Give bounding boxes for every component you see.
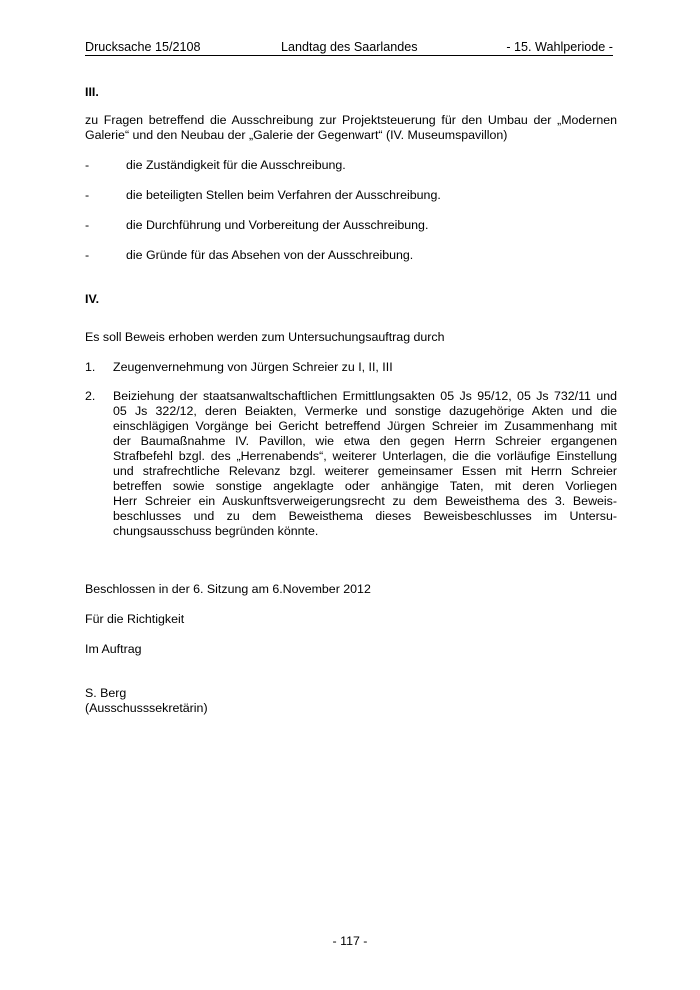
legislative-period: - 15. Wahlperiode - [506,40,613,54]
list-item [113,360,617,375]
list-item: die Gründe für das Absehen von der Ausschreibung. [126,248,414,262]
signer-role: (Ausschusssekretärin) [85,701,208,715]
list-item-line: 05 Js 322/12, deren Beiakten, Vermerke und sonstige dazugehörige Akten und die [113,404,617,418]
section-4-heading: IV. [85,292,100,306]
list-item: die Zuständigkeit für die Ausschreibung. [126,158,346,172]
list-item-line: einschlägigen Vorgänge bei Gericht betreffend Jürgen Schreier im Zusammenhang mit [113,419,617,433]
list-item-number: 2. [85,389,96,403]
signer-name: S. Berg [85,686,127,700]
list-item-line: Herr Schreier ein Auskunftsverweigerungsrecht zu dem Beweisthema des 3. Beweis- [113,494,617,508]
section-3-intro [85,113,617,143]
section-3-intro-line: zu Fragen betreffend die Ausschreibung zur Projektsteuerung für den Umbau der „Modernen [85,113,617,127]
section-3-intro-line: Galerie“ und den Neubau der „Galerie der Gegenwart“ (IV. Museumspavillon) [85,128,508,142]
list-item-line: betreffen sowie sonstige angeklagte oder anhängige Taten, mit deren Vorliegen [113,479,617,493]
correctness-statement: Für die Richtigkeit [85,612,185,626]
bullet-marker: - [85,248,90,262]
list-item-line: beschlusses und zu dem Beweisthema dieses Beweisbeschlusses im Untersu- [113,509,617,523]
section-4-intro: Es soll Beweis erhoben werden zum Untersuchungsauftrag durch [85,330,445,344]
list-item-number: 1. [85,360,96,374]
resolution-statement: Beschlossen in der 6. Sitzung am 6.November 2012 [85,582,371,596]
bullet-marker: - [85,218,90,232]
list-item-line: chungsausschuss begründen könnte. [113,524,319,538]
list-item-line: und strafrechtliche Relevanz bzgl. weiterer gemeinsamer Essen mit Herrn Schreier [113,464,617,478]
list-item-line: Zeugenvernehmung von Jürgen Schreier zu I, II, III [113,360,393,374]
list-item-line: der Baumaßnahme IV. Pavillon, wie etwa den gegen Herrn Schreier ergangenen [113,434,617,448]
document-number: Drucksache 15/2108 [85,40,201,54]
page-header [85,38,613,56]
parliament-name: Landtag des Saarlandes [281,40,418,54]
list-item-line: Beiziehung der staatsanwaltschaftlichen Ermittlungsakten 05 Js 95/12, 05 Js 732/11 und [113,389,617,403]
bullet-marker: - [85,158,90,172]
list-item-line: Strafbefehl bzgl. des „Herrenabends“, weiterer Unterlagen, die die vorläufige Einstellung [113,449,617,463]
on-behalf-statement: Im Auftrag [85,642,142,656]
list-item: die beteiligten Stellen beim Verfahren der Ausschreibung. [126,188,441,202]
page-number: - 117 - [332,934,368,948]
section-3-heading: III. [85,85,99,99]
list-item [113,389,617,539]
list-item: die Durchführung und Vorbereitung der Ausschreibung. [126,218,429,232]
bullet-marker: - [85,188,90,202]
